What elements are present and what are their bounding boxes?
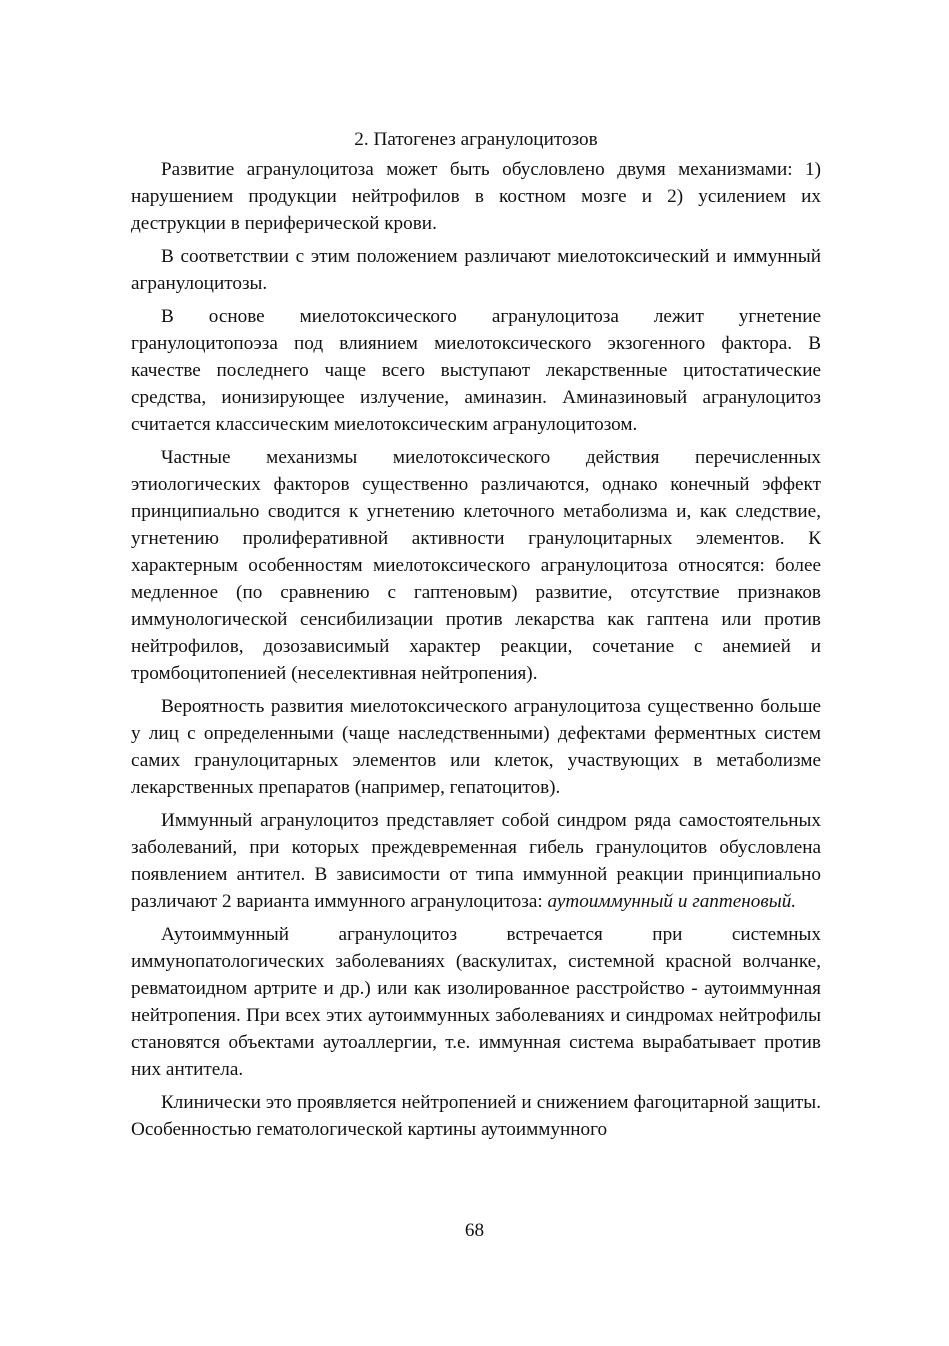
- paragraph-immune-text: Иммунный агранулоцитоз представляет собой синдром ряда самостоятельных заболеваний, при которых преждевременная гибель гранулоцитов обусловлена появлением антител. В зависимости от типа иммунной реакции принципиально различают 2 варианта иммунного агранулоцитоза:: [131, 810, 821, 912]
- paragraph-probability: Вероятность развития миелотоксического агранулоцитоза существенно больше у лиц с определенными (чаще наследственными) дефектами ферментных систем самих гранулоцитарных элементов или клеток, участвующих в метаболизме лекарственных препаратов (например, гепатоцитов).: [131, 696, 821, 798]
- paragraph-immune: [131, 807, 821, 915]
- paragraph-myelotoxic-basis: В основе миелотоксического агранулоцитоза лежит угнетение гранулоцитопоэза под влиянием миелотоксического экзогенного фактора. В качестве последнего чаще всего выступают лекарственные цитостатические средства, ионизирующее излучение, аминазин. Аминазиновый агранулоцитоз считается классическим миелотоксическим агранулоцитозом.: [131, 306, 821, 435]
- paragraph-classification: В соответствии с этим положением различают миелотоксический и иммунный агранулоцитозы.: [131, 246, 821, 294]
- paragraph-myelotoxic-mechanisms: Частные механизмы миелотоксического действия перечисленных этиологических факторов существенно различаются, однако конечный эффект принципиально сводится к угнетению клеточного метаболизма и, как следствие, угнетению пролиферативной активности гранулоцитарных элементов. К характерным особенностям миелотоксического агранулоцитоза относятся: более медленное (по сравнению с гаптеновым) развитие, отсутствие признаков иммунологической сенсибилизации против лекарства как гаптена или против нейтрофилов, дозозависимый характер реакции, сочетание с анемией и тромбоцитопенией (неселективная нейтропения).: [131, 447, 821, 684]
- paragraph-clinical: Клинически это проявляется нейтропенией и снижением фагоцитарной защиты. Особенностью гематологической картины аутоиммунного: [131, 1092, 821, 1140]
- paragraph-immune-variants: аутоиммунный и гаптеновый.: [547, 891, 797, 912]
- paragraph-autoimmune: Аутоиммунный агранулоцитоз встречается при системных иммунопатологических заболеваниях (васкулитах, системной красной волчанке, ревматоидном артрите и др.) или как изолированное расстройство - аутоиммунная нейтропения. При всех этих аутоиммунных заболеваниях и синдромах нейтрофилы становятся объектами аутоаллергии, т.е. иммунная система вырабатывает против них антитела.: [131, 924, 821, 1080]
- section-heading: 2. Патогенез агранулоцитозов: [354, 129, 598, 150]
- paragraph-mechanisms: Развитие агранулоцитоза может быть обусловлено двумя механизмами: 1) нарушением продукции нейтрофилов в костном мозге и 2) усилением их деструкции в периферической крови.: [131, 159, 821, 234]
- page-number: 68: [464, 1220, 485, 1241]
- page-content: [131, 126, 821, 1149]
